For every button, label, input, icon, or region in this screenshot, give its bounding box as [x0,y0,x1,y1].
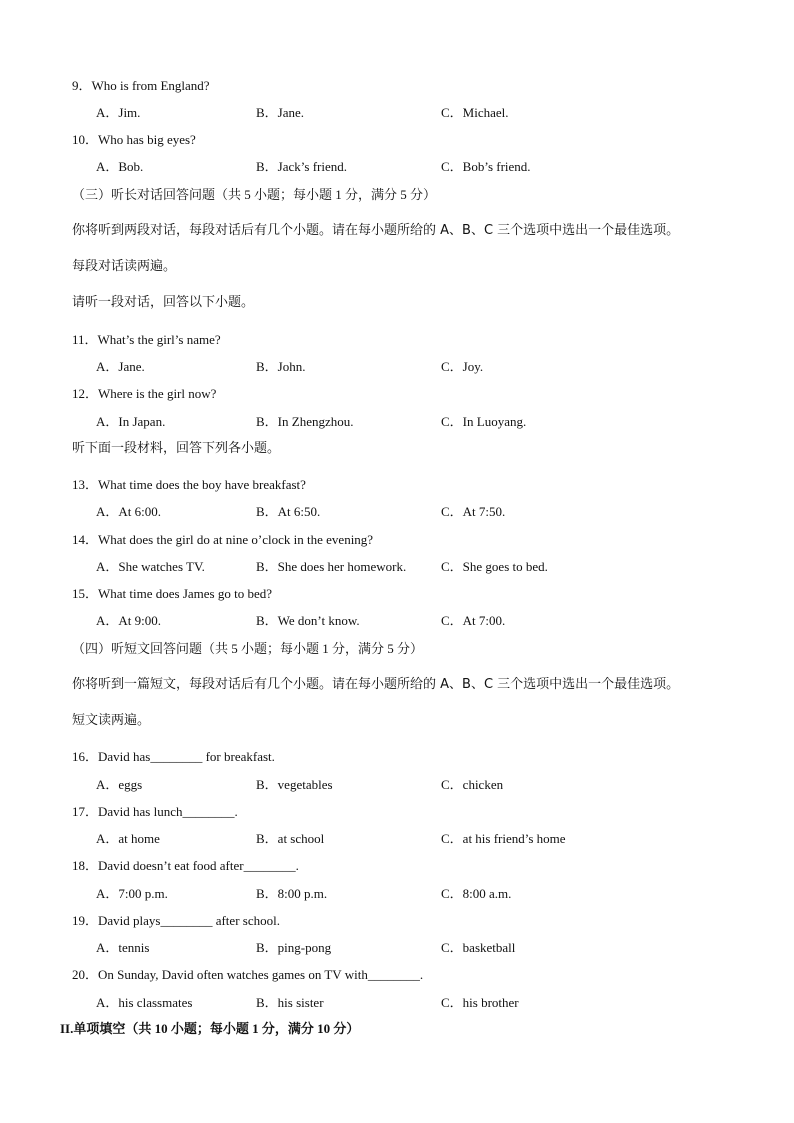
option-b: B．his sister [256,995,324,1010]
option-b: B．We don’t know. [256,613,360,628]
section-3-instruction: 你将听到两段对话，每段对话后有几个小题。请在每小题所给的 A、B、C 三个选项中选出一个最佳选项。 [72,223,680,238]
option-a: A．eggs [96,777,143,792]
option-c: C．Michael. [441,105,509,120]
option-c: C．chicken [441,777,504,792]
question-19: 19．David plays________ after school. [72,913,280,928]
question-16: 16．David has________ for breakfast. [72,749,275,764]
option-a: A．at home [96,831,160,846]
option-b: B．at school [256,831,325,846]
option-a: A．Jane. [96,359,145,374]
option-a: A．tennis [96,940,150,955]
option-a: A．Jim. [96,105,141,120]
option-a: A．In Japan. [96,414,166,429]
option-b: B．She does her homework. [256,559,407,574]
option-b: B．ping-pong [256,940,332,955]
option-a: A．his classmates [96,995,193,1010]
section-4-instruction: 你将听到一篇短文，每段对话后有几个小题。请在每小题所给的 A、B、C 三个选项中选出一个最佳选项。 [72,677,680,692]
question-13: 13．What time does the boy have breakfast? [72,477,306,492]
section-4-heading: （四）听短文回答问题（共 5 小题；每小题 1 分，满分 5 分） [72,641,424,656]
section-3-subheading-1: 请听一段对话，回答以下小题。 [72,295,255,310]
option-a: A．7:00 p.m. [96,886,168,901]
question-20: 20．On Sunday, David often watches games on TV with________. [72,967,424,982]
option-b: B．vegetables [256,777,333,792]
option-c: C．In Luoyang. [441,414,527,429]
option-c: C．at his friend’s home [441,831,566,846]
section-4-instruction-2: 短文读两遍。 [72,713,151,728]
question-15: 15．What time does James go to bed? [72,586,273,601]
option-b: B．At 6:50. [256,504,321,519]
option-a: A．Bob. [96,159,144,174]
option-b: B．8:00 p.m. [256,886,328,901]
option-a: A．At 6:00. [96,504,162,519]
section-3-heading: （三）听长对话回答问题（共 5 小题；每小题 1 分，满分 5 分） [72,187,437,202]
question-14: 14．What does the girl do at nine o’clock in the evening? [72,532,374,547]
option-c: C．8:00 a.m. [441,886,512,901]
option-c: C．At 7:50. [441,504,506,519]
question-9: 9．Who is from England? [72,78,210,93]
question-17: 17．David has lunch________. [72,804,238,819]
question-10: 10．Who has big eyes? [72,132,196,147]
option-b: B．In Zhengzhou. [256,414,354,429]
question-18: 18．David doesn’t eat food after________. [72,858,299,873]
option-b: B．John. [256,359,306,374]
option-c: C．basketball [441,940,516,955]
part-2-heading: II.单项填空（共 10 小题；每小题 1 分，满分 10 分） [60,1021,360,1036]
option-c: C．Joy. [441,359,484,374]
option-a: A．At 9:00. [96,613,162,628]
section-3-instruction-2: 每段对话读两遍。 [72,259,177,274]
question-12: 12．Where is the girl now? [72,386,217,401]
option-c: C．She goes to bed. [441,559,548,574]
option-c: C．At 7:00. [441,613,506,628]
option-a: A．She watches TV. [96,559,205,574]
option-b: B．Jack’s friend. [256,159,347,174]
option-c: C．Bob’s friend. [441,159,531,174]
option-c: C．his brother [441,995,519,1010]
section-3-subheading-2: 听下面一段材料，回答下列各小题。 [72,441,281,456]
option-b: B．Jane. [256,105,305,120]
question-11: 11．What’s the girl’s name? [72,332,221,347]
